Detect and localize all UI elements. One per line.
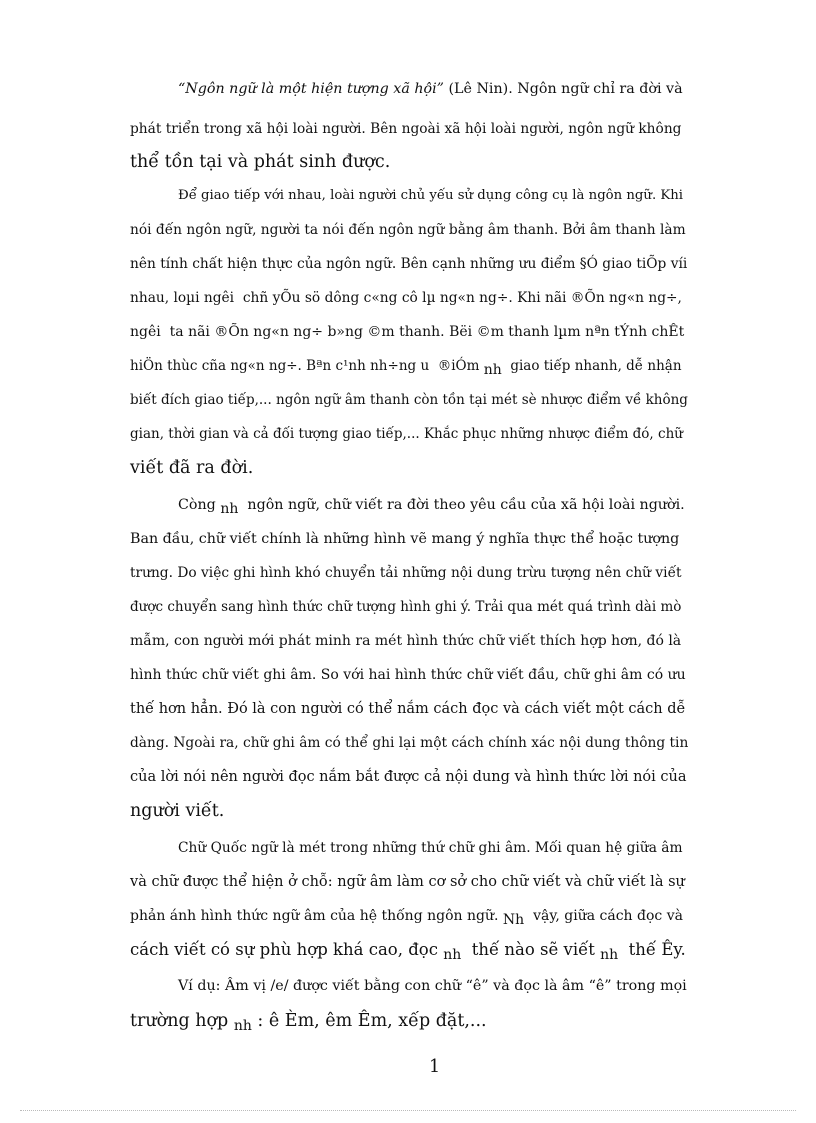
p1-line-3: thể tồn tại và phát sinh được.	[130, 152, 391, 172]
p3-line-1: Còng nh ngôn ngữ, chữ viết ra đời theo yêu cầu của xã hội loài người.	[178, 497, 685, 517]
p2-line-8: gian, thời gian và cả đối tượng giao tiếp,... Khắc phục những nhược điểm đó, chữ	[130, 426, 683, 442]
p4-line-1: Chữ Quốc ngữ là mét trong những thứ chữ ghi âm. Mối quan hệ giữa âm	[178, 840, 683, 856]
page-number: 1	[429, 1057, 441, 1077]
p1-line-1: “Ngôn ngữ là một hiện tượng xã hội” (Lê Nin). Ngôn ngữ chỉ ra đời và	[178, 81, 683, 97]
p3-line-7: thế hơn hẳn. Đó là con người có thể nắm cách đọc và cách viết một cách dễ	[130, 701, 686, 717]
lenin-quote: “Ngôn ngữ là một hiện tượng xã hội”	[178, 81, 444, 97]
p2-line-1: Để giao tiếp với nhau, loài người chủ yếu sử dụng công cụ là ngôn ngữ. Khi	[178, 188, 684, 203]
p5-line-2: trường hợp $_{nh}$ : ê Èm, êm Êm, xếp đặt,...	[130, 1011, 487, 1034]
p5-line-1: Ví dụ: Âm vị /e/ được viết bằng con chữ “ê” và đọc là âm “ê” trong mọi	[178, 978, 687, 994]
p3-line-6: hình thức chữ viết ghi âm. So với hai hình thức chữ viết đầu, chữ ghi âm có ưu	[130, 667, 686, 683]
p3-line-4: được chuyển sang hình thức chữ tượng hình ghi ý. Trải qua mét quá trình dài mò	[130, 599, 682, 615]
p2-line-9: viết đã ra đời.	[130, 458, 254, 478]
p3-line-2: Ban đầu, chữ viết chính là những hình vẽ mang ý nghĩa thực thể hoặc tượng	[130, 531, 680, 547]
p3-line-3: trưng. Do việc ghi hình khó chuyển tải những nội dung trừu tượng nên chữ viết	[130, 565, 682, 581]
p2-line-2: nói đến ngôn ngữ, người ta nói đến ngôn ngữ bằng âm thanh. Bởi âm thanh làm	[130, 222, 686, 238]
p4-line-3: phản ánh hình thức ngữ âm của hệ thống ngôn ngữ. Nh vậy, giữa cách đọc và	[130, 908, 683, 928]
p2-line-6: hiÖn thùc cña ng«n ng÷. Bªn c¹nh nh÷ng u ®iÓm nh giao tiếp nhanh, dễ nhận	[130, 358, 682, 378]
p3-line-5: mẫm, con người mới phát minh ra mét hình thức chữ viết thích hợp hơn, đó là	[130, 633, 682, 649]
p1-line-2: phát triển trong xã hội loài người. Bên ngoài xã hội loài người, ngôn ngữ không	[130, 121, 682, 137]
p2-line-5: ngêi ta nãi ®Õn ng«n ng÷ b»ng ©m thanh. Bëi ©m thanh lµm nªn tÝnh chÊt	[130, 324, 685, 340]
p4-line-4: cách viết có sự phù hợp khá cao, đọc $_{nh}$ thế nào sẽ viết $_{nh}$ thế Êy.	[130, 940, 686, 963]
p2-line-7: biết đích giao tiếp,... ngôn ngữ âm thanh còn tồn tại mét sè nhược điểm về không	[130, 392, 688, 408]
page-bottom-divider	[20, 1110, 796, 1111]
p3-line-9: của lời nói nên người đọc nắm bắt được cả nội dung và hình thức lời nói của	[130, 769, 687, 785]
p2-line-4: nhau, loµi ngêi chñ yÕu sö dông c«ng cô lµ ng«n ng÷. Khi nãi ®Õn ng«n ng÷,	[130, 290, 682, 306]
p4-line-2: và chữ được thể hiện ở chỗ: ngữ âm làm cơ sở cho chữ viết và chữ viết là sự	[130, 874, 685, 890]
p3-line-10: người viết.	[130, 801, 225, 821]
p3-line-8: dàng. Ngoài ra, chữ ghi âm có thể ghi lại một cách chính xác nội dung thông tin	[130, 735, 689, 751]
p2-line-3: nên tính chất hiện thực của ngôn ngữ. Bên cạnh những ưu điểm §Ó giao tiÕp víi	[130, 256, 688, 272]
